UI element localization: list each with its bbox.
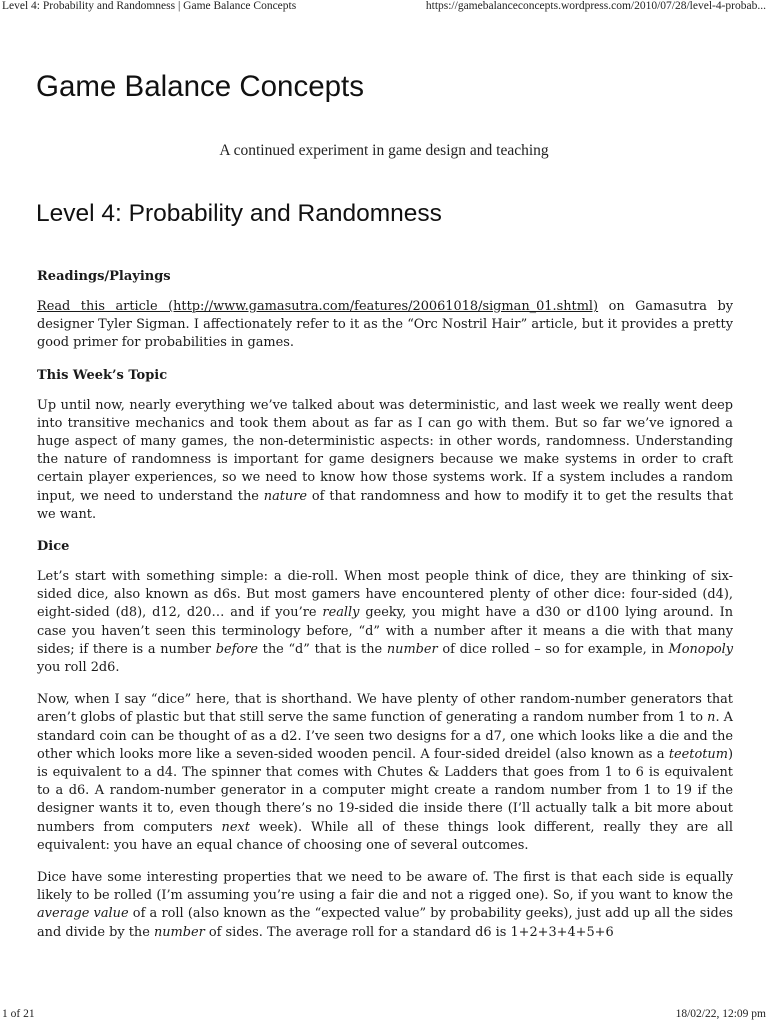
- print-page-title: Level 4: Probability and Randomness | Game Balance Concepts: [2, 0, 297, 12]
- dice-paragraph-3: Dice have some interesting properties that we need to be aware of. The first is that each side is equally likely to be rolled (I’m assuming you’re using a fair die and not a rigged one). So, if you want to know the average value of a roll (also known as the “expected value” by probability geeks), just add up all the sides and divide by the number of sides. The average roll for a standard d6 is 1+2+3+4+5+6: [37, 870, 733, 940]
- section-heading-readings: Readings/Playings: [37, 269, 171, 284]
- print-url: https://gamebalanceconcepts.wordpress.com/2010/07/28/level-4-probab...: [425, 0, 766, 12]
- article-link[interactable]: Read this article (http://www.gamasutra.com/features/20061018/sigman_01.shtml): [37, 299, 599, 314]
- site-tagline: A continued experiment in game design and teaching: [219, 142, 549, 159]
- post-title: Level 4: Probability and Randomness: [36, 200, 442, 227]
- site-title[interactable]: Game Balance Concepts: [36, 70, 364, 103]
- post-content: [37, 268, 733, 956]
- print-header: [0, 0, 768, 16]
- print-footer: [0, 1008, 768, 1024]
- readings-paragraph: Read this article (http://www.gamasutra.com/features/20061018/sigman_01.shtml) on Gamasutra by designer Tyler Sigman. I affectionately refer to it as the “Orc Nostril Hair” article, but it provides a pretty good primer for probabilities in games.: [37, 299, 733, 351]
- section-heading-dice: Dice: [37, 539, 70, 555]
- dice-paragraph-2: Now, when I say “dice” here, that is shorthand. We have plenty of other random-number generators that aren’t globs of plastic but that still serve the same function of generating a random number from 1 to n. A standard coin can be thought of as a d2. I’ve seen two designs for a d7, one which looks like a die and the other which looks more like a seven-sided wooden pencil. A four-sided dreidel (also known as a teetotum) is equivalent to a d4. The spinner that comes with Chutes & Ladders that goes from 1 to 6 is equivalent to a d6. A random-number generator in a computer might create a random number from 1 to 19 if the designer wants it to, even though there’s no 19-sided die inside there (I’ll actually talk a bit more about numbers from computers next week). While all of these things look different, really they are all equivalent: you have an equal chance of choosing one of several outcomes.: [37, 692, 733, 853]
- topic-paragraph: Up until now, nearly everything we’ve talked about was deterministic, and last week we really went deep into transitive mechanics and took them about as far as I can go with them. But so far we’ve ignored a huge aspect of many games, the non-deterministic aspects: in other words, randomness. Understanding the nature of randomness is important for game designers because we make systems in order to craft certain player experiences, so we need to know how those systems work. If a system includes a random input, we need to understand the nature of that randomness and how to modify it to get the results that we want.: [37, 397, 733, 522]
- page-count: 1 of 21: [2, 1008, 35, 1020]
- print-datetime: 18/02/22, 12:09 pm: [675, 1008, 766, 1020]
- section-heading-topic: This Week’s Topic: [37, 367, 168, 383]
- dice-paragraph-1: Let’s start with something simple: a die-roll. When most people think of dice, they are thinking of six-sided dice, also known as d6s. But most gamers have encountered plenty of other dice: four-sided (d4), eight-sided (d8), d12, d20… and if you’re really geeky, you might have a d30 or d100 lying around. In case you haven’t seen this terminology before, “d” with a number after it means a die with that many sides; if there is a number before the “d” that is the number of dice rolled – so for example, in Monopoly you roll 2d6.: [37, 569, 734, 676]
